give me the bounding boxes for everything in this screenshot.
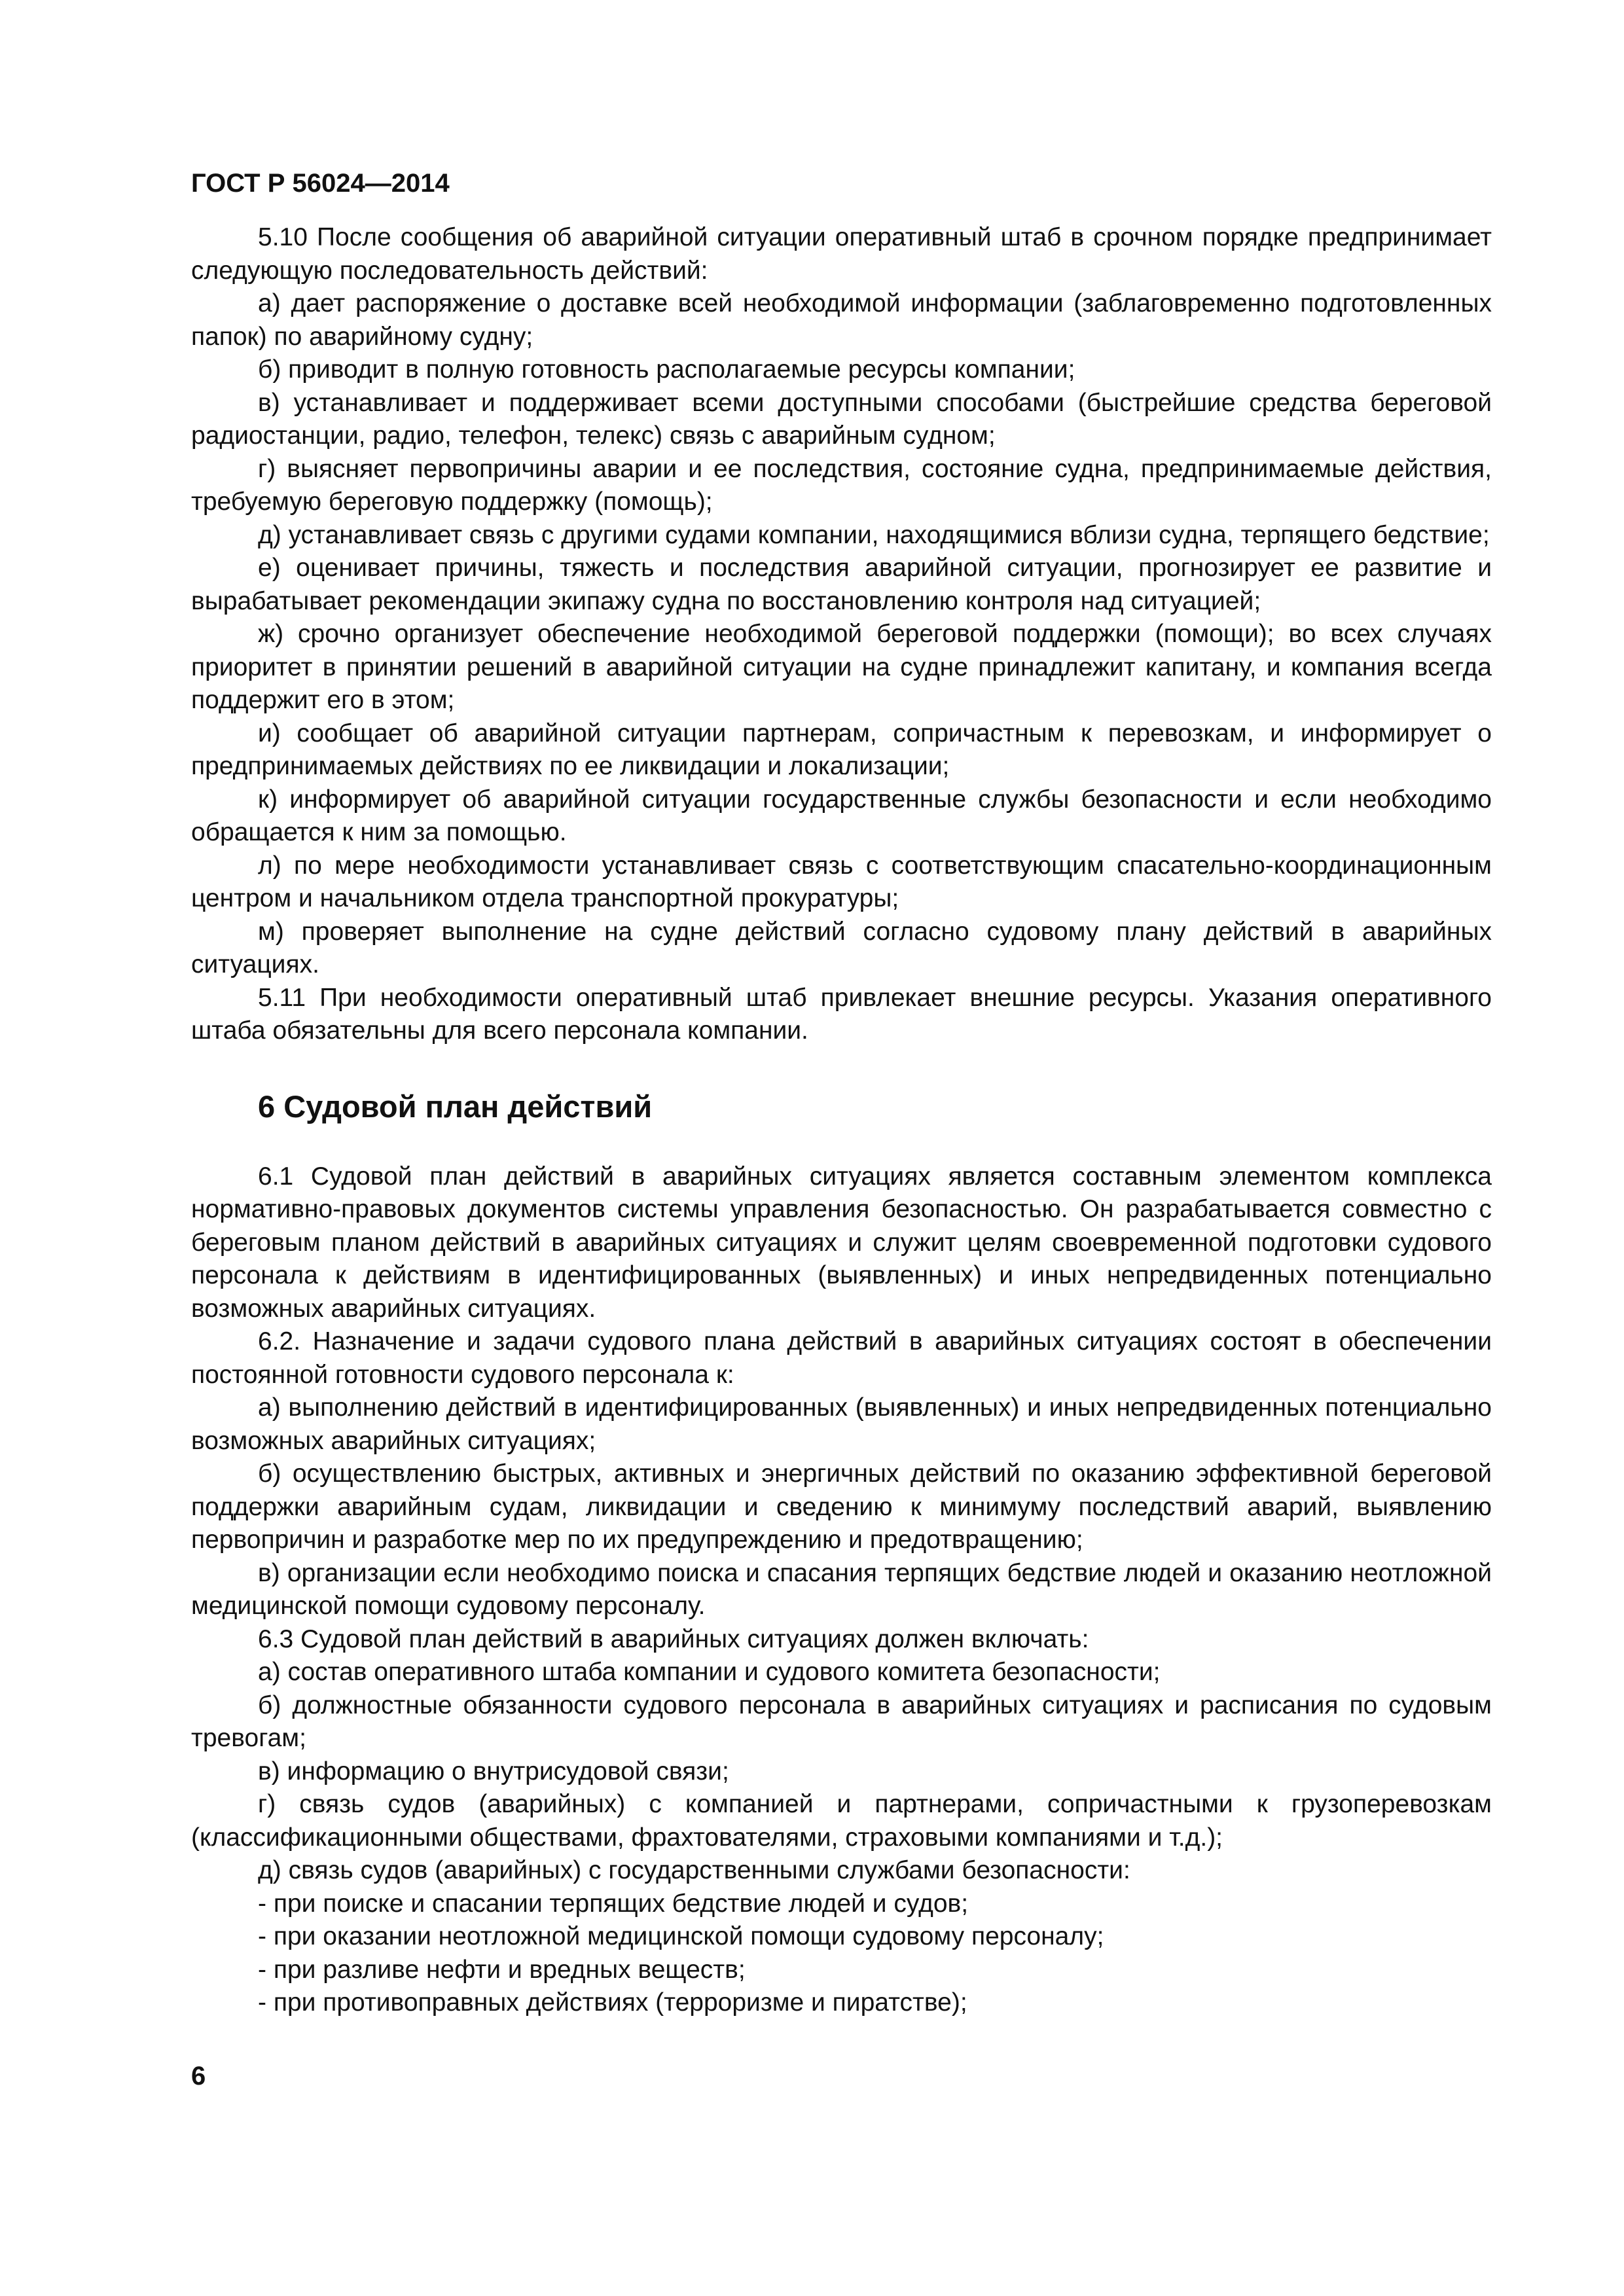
standard-code-header: ГОСТ Р 56024—2014 [191,169,450,198]
list-item-5-10-i: и) сообщает об аварийной ситуации партнерам, сопричастным к перевозкам, и информирует о предпринимаемых действиях по ее ликвидации и локализации; [191,719,1492,780]
list-item-6-2-v: в) организации если необходимо поиска и спасания терпящих бедствие людей и оказанию неотложной медицинской помощи судовому персоналу. [191,1558,1492,1620]
list-item-5-10-b: б) приводит в полную готовность располагаемые ресурсы компании; [258,355,1075,384]
list-item-5-10-a: а) дает распоряжение о доставке всей необходимой информации (заблаговременно подготовленных папок) по аварийному судну; [191,289,1492,351]
list-item-6-3-g: г) связь судов (аварийных) с компанией и партнерами, сопричастными к грузоперевозкам (классификационными обществами, фрахтователями, страховыми компаниями и т.д.); [191,1790,1492,1852]
dash-item-unlawful-acts: - при противоправных действиях (терроризме и пиратстве); [258,1988,967,2017]
document-body [191,221,1492,2020]
dash-item-oil-spill: - при разливе нефти и вредных веществ; [258,1955,746,1984]
list-item-5-10-v: в) устанавливает и поддерживает всеми доступными способами (быстрейшие средства береговой радиостанции, радио, телефон, телекс) связь с аварийным судном; [191,388,1492,450]
list-item-6-3-v: в) информацию о внутрисудовой связи; [258,1757,729,1785]
dash-item-search-rescue: - при поиске и спасании терпящих бедствие людей и судов; [258,1889,969,1918]
list-item-6-3-a: а) состав оперативного штаба компании и судового комитета безопасности; [258,1658,1161,1686]
paragraph-6-2: 6.2. Назначение и задачи судового плана действий в аварийных ситуациях состоят в обеспечении постоянной готовности судового персонала к: [191,1327,1492,1389]
paragraph-6-1: 6.1 Судовой план действий в аварийных ситуациях является составным элементом комплекса нормативно-правовых документов системы управления безопасностью. Он разрабатывается совместно с береговым планом действий в аварийных ситуациях и служит целям своевременной подготовки судового персонала к действиям в идентифицированных (выявленных) и иных непредвиденных потенциально возможных аварийных ситуациях. [191,1162,1492,1323]
list-item-5-10-e: е) оценивает причины, тяжесть и последствия аварийной ситуации, прогнозирует ее развитие и вырабатывает рекомендации экипажу судна по восстановлению контроля над ситуацией; [191,554,1492,615]
paragraph-5-11: 5.11 При необходимости оперативный штаб привлекает внешние ресурсы. Указания оперативного штаба обязательны для всего персонала компании. [191,983,1492,1045]
list-item-6-2-b: б) осуществлению быстрых, активных и энергичных действий по оказанию эффективной береговой поддержки аварийным судам, ликвидации и сведению к минимуму последствий аварий, выявлению первопричин и разработке мер по их предупреждению и предотвращению; [191,1460,1492,1554]
list-item-5-10-k: к) информирует об аварийной ситуации государственные службы безопасности и если необходимо обращается к ним за помощью. [191,785,1492,846]
list-item-5-10-d: д) устанавливает связь с другими судами компании, находящимися вблизи судна, терпящего бедствие; [258,520,1490,549]
section-6-heading: 6 Судовой план действий [258,1088,653,1124]
page-number: 6 [191,2062,206,2090]
list-item-6-3-b: б) должностные обязанности судового персонала в аварийных ситуациях и расписания по судовым тревогам; [191,1691,1492,1752]
list-item-5-10-zh: ж) срочно организует обеспечение необходимой береговой поддержки (помощи); во всех случаях приоритет в принятии решений в аварийной ситуации на судне принадлежит капитану, и компания всегда поддержит его в этом; [191,620,1492,714]
list-item-5-10-g: г) выясняет первопричины аварии и ее последствия, состояние судна, предпринимаемые действия, требуемую береговую поддержку (помощь); [191,454,1492,516]
paragraph-6-3: 6.3 Судовой план действий в аварийных ситуациях должен включать: [258,1624,1089,1653]
list-item-5-10-m: м) проверяет выполнение на судне действий согласно судовому плану действий в аварийных ситуациях. [191,917,1492,978]
dash-item-medical-aid: - при оказании неотложной медицинской помощи судовому персоналу; [258,1922,1104,1950]
list-item-6-3-d: д) связь судов (аварийных) с государственными службами безопасности: [258,1856,1130,1884]
list-item-6-2-a: а) выполнению действий в идентифицированных (выявленных) и иных непредвиденных потенциально возможных аварийных ситуациях; [191,1393,1492,1455]
paragraph-5-10: 5.10 После сообщения об аварийной ситуации оперативный штаб в срочном порядке предпринимает следующую последовательность действий: [191,223,1492,285]
list-item-5-10-l: л) по мере необходимости устанавливает связь с соответствующим спасательно-координационным центром и начальником отдела транспортной прокуратуры; [191,851,1492,912]
